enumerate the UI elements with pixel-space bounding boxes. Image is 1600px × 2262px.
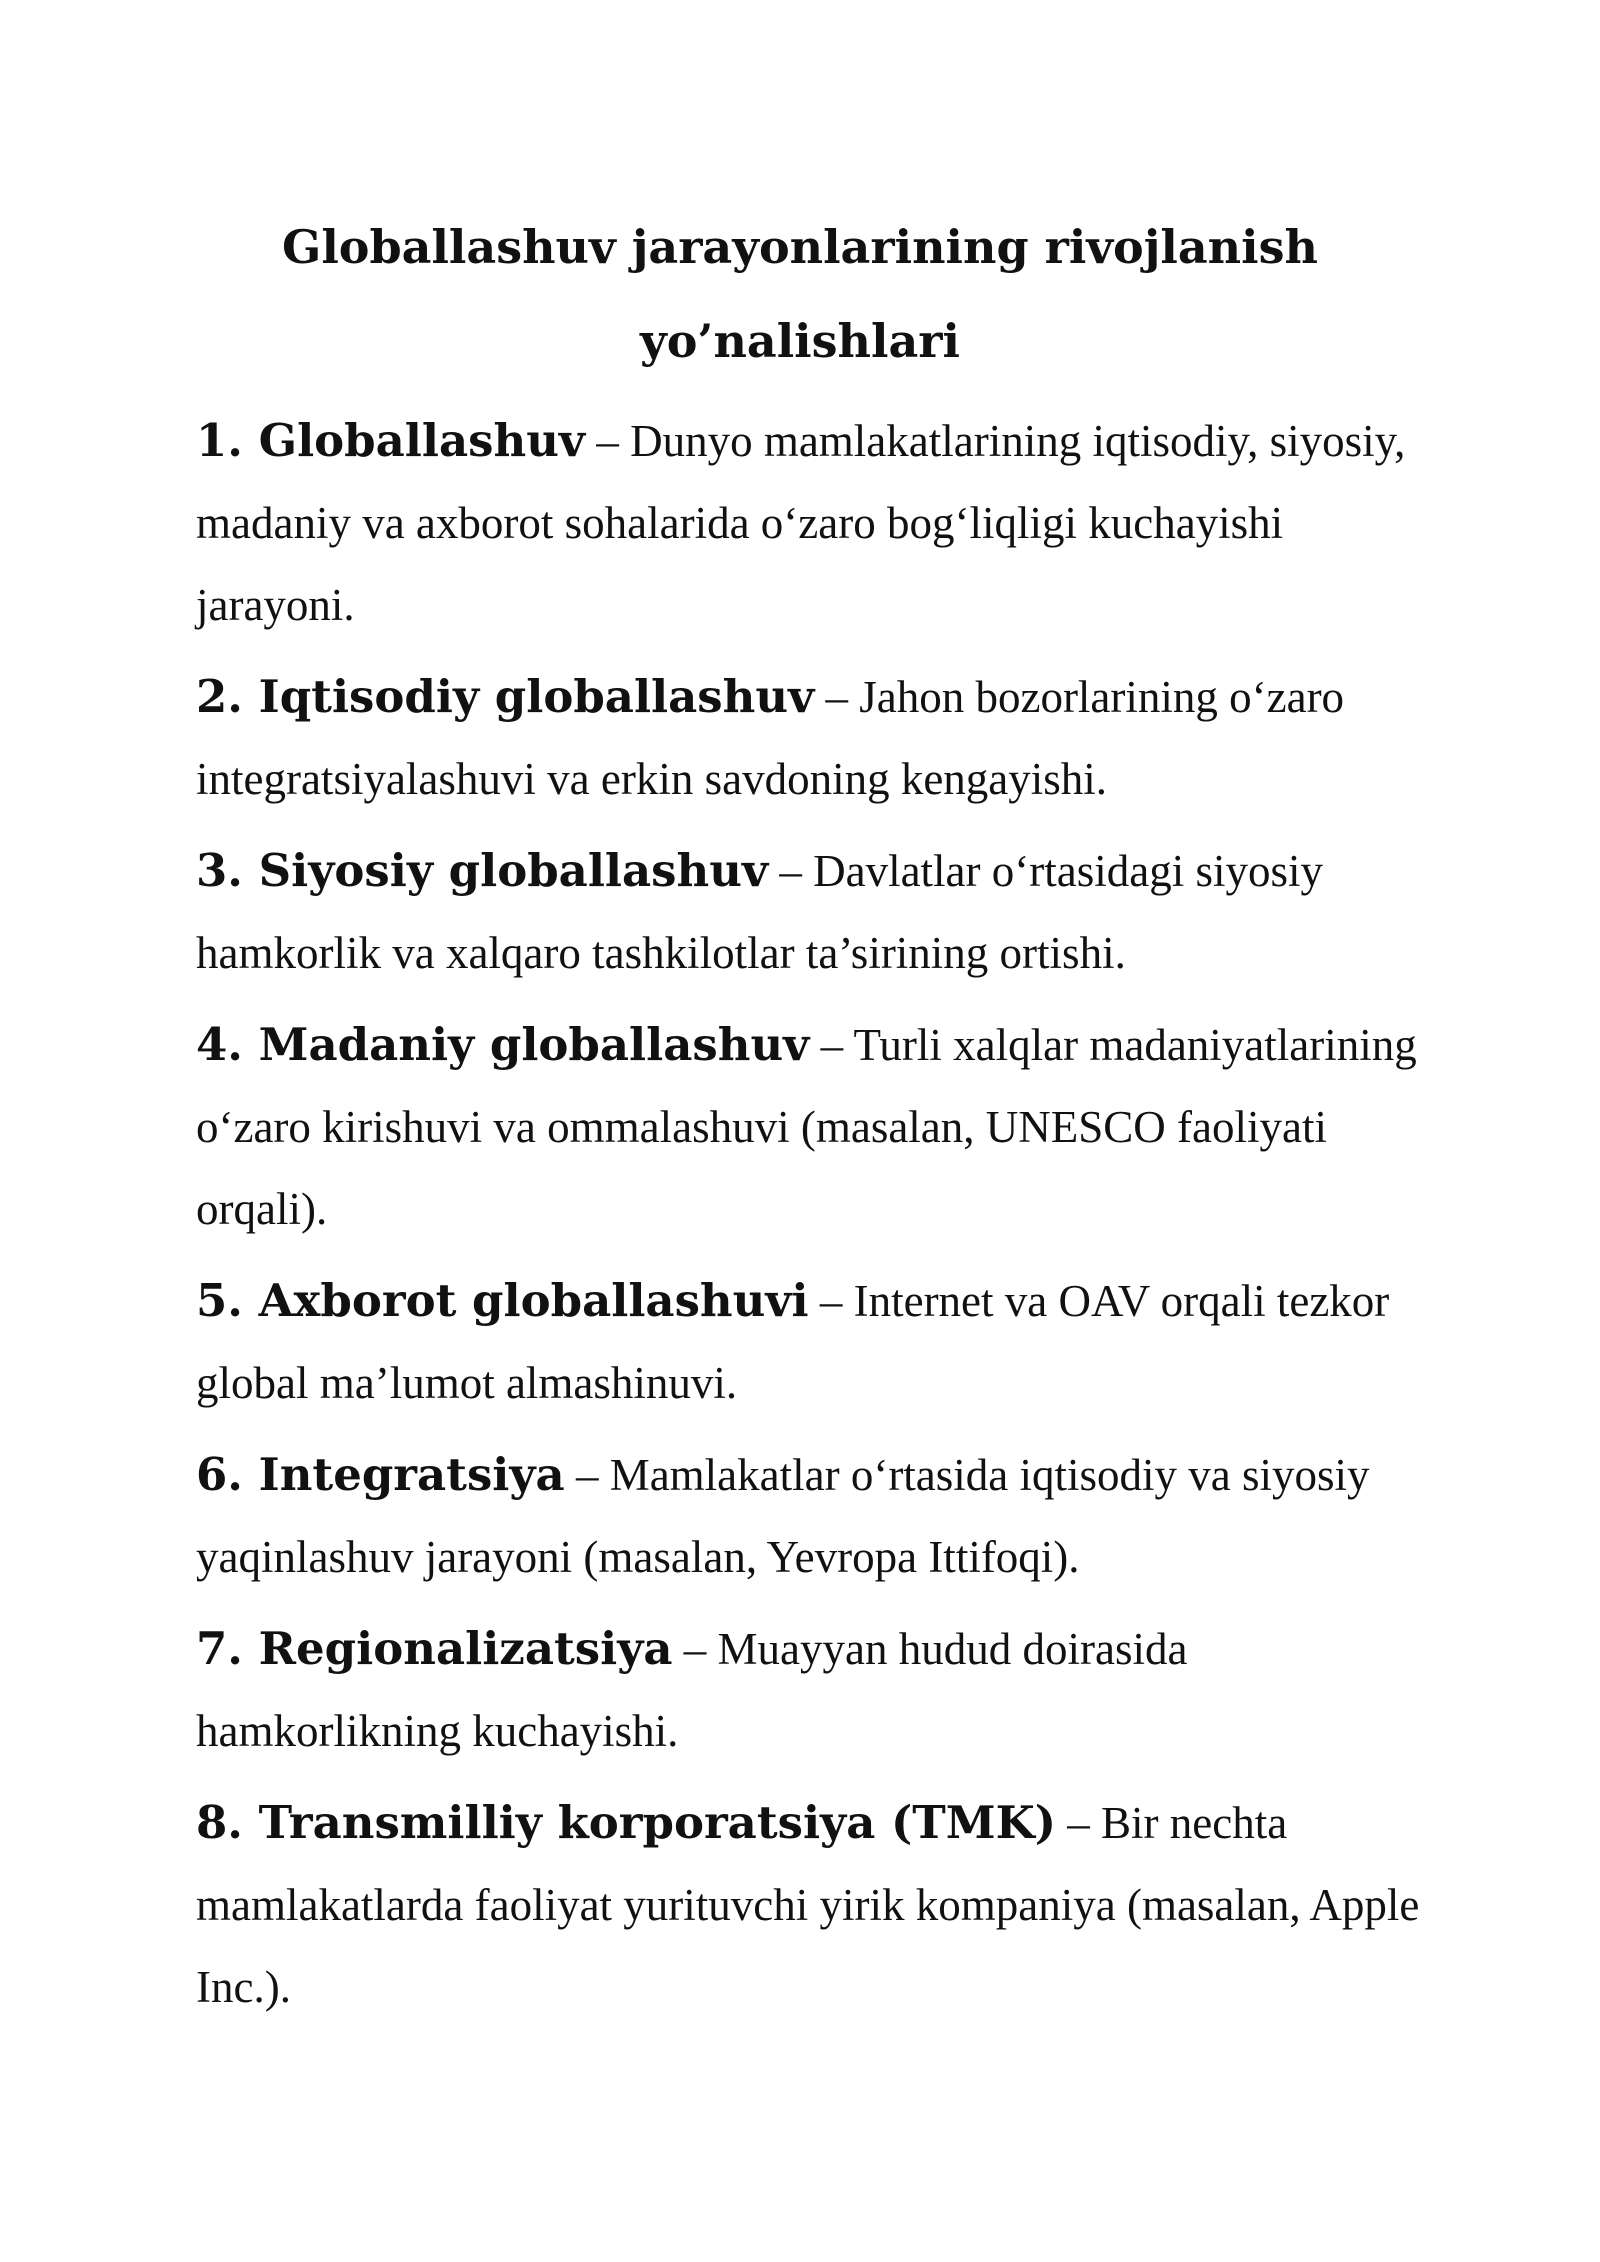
definition-item-5 — [196, 1260, 1436, 1424]
definition-list — [196, 400, 1436, 2038]
definition-term: 7. Regionalizatsiya — [196, 1622, 673, 1675]
definition-text: – Dunyo mamlakatlarining iqtisodiy, siyosiy, madaniy va axborot sohalarida o‘zaro bog‘liqligi kuchayishi jarayoni. — [196, 416, 1406, 630]
definition-term: 3. Siyosiy globallashuv — [196, 844, 769, 897]
definition-term: 2. Iqtisodiy globallashuv — [196, 670, 815, 723]
definition-text: – Jahon bozorlarining o‘zaro integratsiyalashuvi va erkin savdoning kengayishi. — [196, 672, 1345, 804]
definition-term: 1. Globallashuv — [196, 414, 586, 467]
definition-item-6 — [196, 1434, 1436, 1598]
definition-text: – Turli xalqlar madaniyatlarining o‘zaro kirishuvi va ommalashuvi (masalan, UNESCO faoliyati orqali). — [196, 1020, 1417, 1234]
definition-text: – Muayyan hudud doirasida hamkorlikning kuchayishi. — [196, 1624, 1188, 1756]
definition-term: 8. Transmilliy korporatsiya (TMK) — [196, 1796, 1057, 1849]
definition-item-7 — [196, 1608, 1436, 1772]
definition-item-8 — [196, 1782, 1436, 2028]
title-line-1: Globallashuv jarayonlarining rivojlanish — [282, 220, 1318, 274]
definition-item-4 — [196, 1004, 1436, 1250]
title-line-2: yo’nalishlari — [640, 314, 960, 368]
page-title — [0, 200, 1600, 388]
definition-term: 4. Madaniy globallashuv — [196, 1018, 810, 1071]
definition-term: 6. Integratsiya — [196, 1448, 565, 1501]
definition-text: – Davlatlar o‘rtasidagi siyosiy hamkorlik va xalqaro tashkilotlar ta’sirining ortishi. — [196, 846, 1323, 978]
definition-text: – Bir nechta mamlakatlarda faoliyat yurituvchi yirik kompaniya (masalan, Apple Inc.). — [196, 1798, 1420, 2012]
definition-text: – Internet va OAV orqali tezkor global ma’lumot almashinuvi. — [196, 1276, 1390, 1408]
definition-item-3 — [196, 830, 1436, 994]
definition-item-1 — [196, 400, 1436, 646]
definition-text: – Mamlakatlar o‘rtasida iqtisodiy va siyosiy yaqinlashuv jarayoni (masalan, Yevropa Ittifoqi). — [196, 1450, 1370, 1582]
definition-term: 5. Axborot globallashuvi — [196, 1274, 809, 1327]
definition-item-2 — [196, 656, 1436, 820]
